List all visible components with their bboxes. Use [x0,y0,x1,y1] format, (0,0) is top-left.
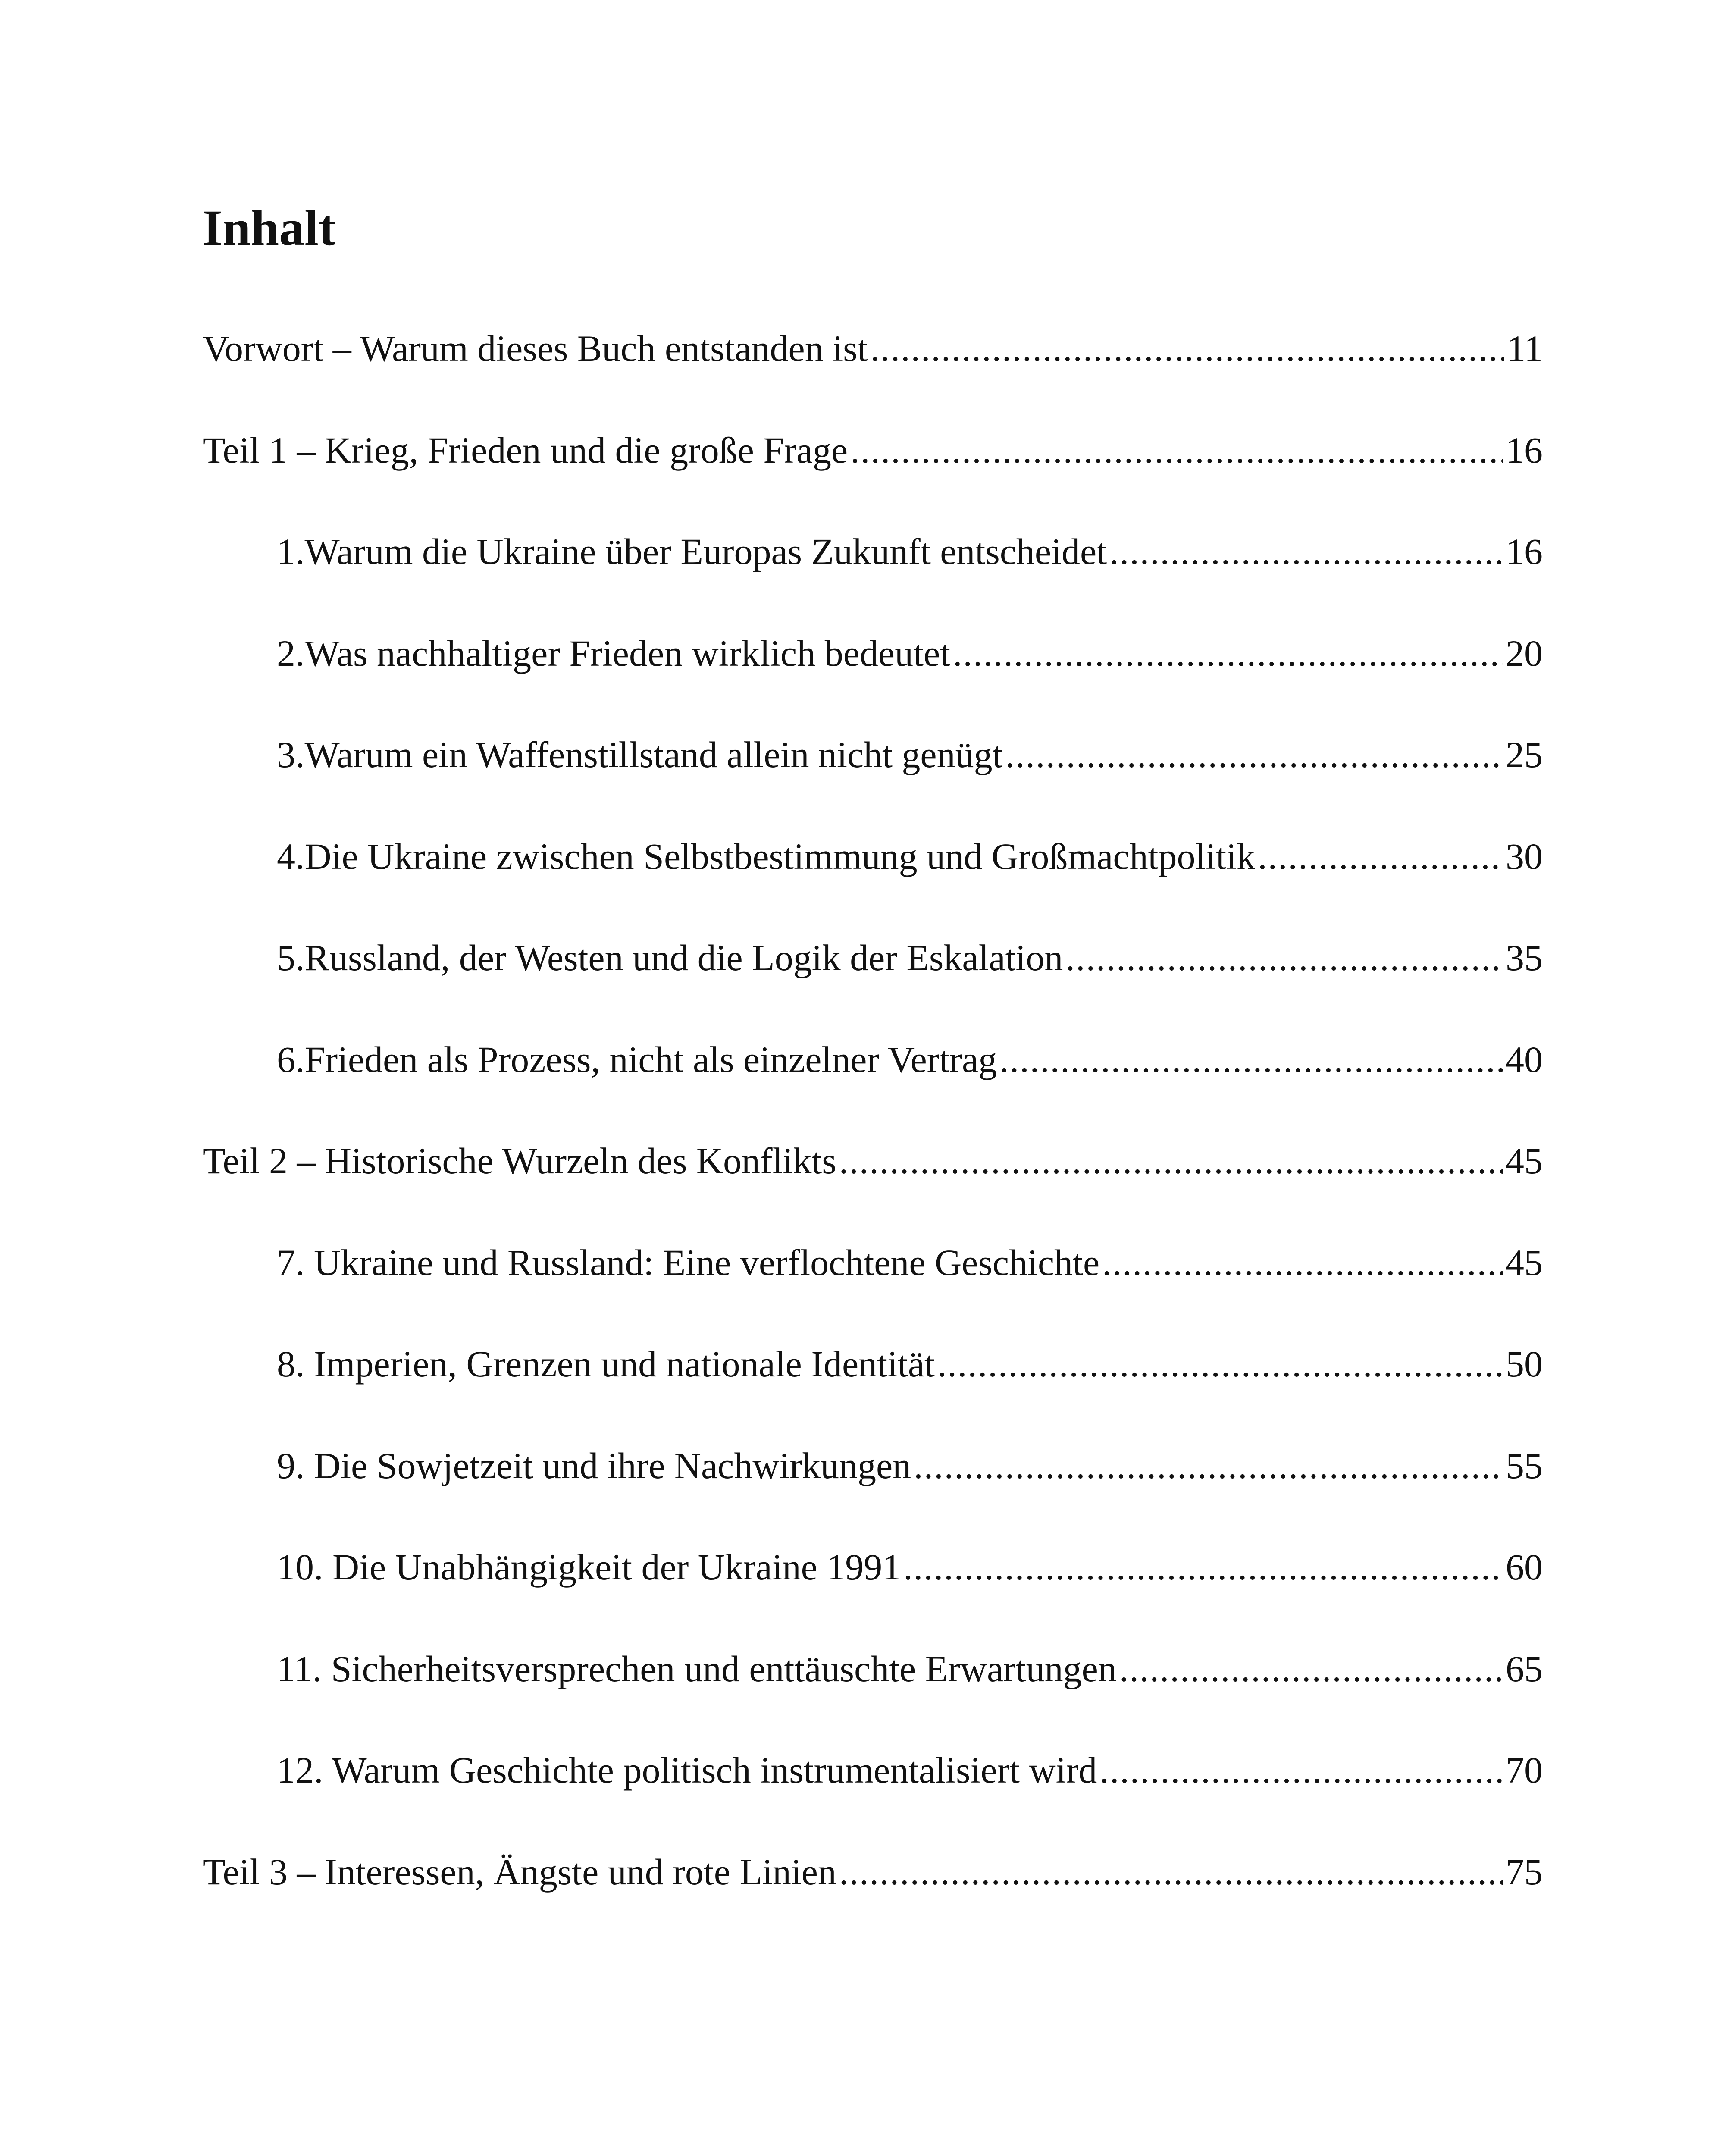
toc-entry-title: Teil 2 – Historische Wurzeln des Konflikts [203,1142,836,1181]
toc-leader-dots [1109,533,1503,570]
toc-page-number: 50 [1506,1345,1543,1385]
toc-entry-title: 9. Die Sowjetzeit und ihre Nachwirkungen [277,1447,911,1486]
toc-entry-chapter-5 [203,939,1543,1041]
toc-entry-title: 7. Ukraine und Russland: Eine verflochtene Geschichte [277,1244,1100,1283]
toc-entry-title: 6.Frieden als Prozess, nicht als einzelner Vertrag [277,1040,997,1080]
toc-entry-title: Teil 1 – Krieg, Frieden und die große Frage [203,431,848,471]
toc-leader-dots [914,1447,1503,1484]
toc-entry-part-3 [203,1853,1543,1955]
toc-entry-chapter-11 [203,1650,1543,1752]
toc-page-number: 40 [1506,1040,1543,1080]
toc-entry-chapter-12 [203,1752,1543,1853]
toc-leader-dots [870,330,1504,367]
toc-leader-dots [850,432,1503,469]
toc-entry-title: 2.Was nachhaltiger Frieden wirklich bedeutet [277,634,951,674]
toc-leader-dots [953,635,1503,672]
toc-page-number: 55 [1506,1447,1543,1486]
toc-page-number: 70 [1506,1752,1543,1791]
toc-leader-dots [1099,1752,1503,1789]
toc-entry-chapter-4 [203,838,1543,940]
toc-entry-title: 3.Warum ein Waffenstillstand allein nicht genügt [277,736,1003,775]
toc-leader-dots [1119,1650,1503,1687]
toc-page-number: 65 [1506,1650,1543,1689]
toc-page-number: 25 [1506,736,1543,775]
table-of-contents [203,330,1543,1955]
toc-entry-title: 4.Die Ukraine zwischen Selbstbestimmung und Großmachtpolitik [277,837,1256,877]
toc-leader-dots [999,1041,1503,1078]
toc-leader-dots [1005,736,1503,773]
page-title: Inhalt [203,200,336,256]
toc-entry-title: 5.Russland, der Westen und die Logik der Eskalation [277,939,1063,978]
toc-leader-dots [1102,1244,1503,1281]
toc-leader-dots [1065,939,1503,976]
toc-entry-part-2 [203,1142,1543,1244]
toc-entry-title: Teil 3 – Interessen, Ängste und rote Linien [203,1853,836,1893]
toc-entry-chapter-7 [203,1244,1543,1346]
toc-page-number: 60 [1506,1548,1543,1588]
toc-page-number: 16 [1506,431,1543,471]
toc-page-number: 75 [1506,1853,1543,1893]
toc-leader-dots [1258,838,1503,875]
toc-entry-title: Vorwort – Warum dieses Buch entstanden ist [203,330,868,369]
toc-entry-chapter-6 [203,1041,1543,1143]
toc-entry-chapter-2 [203,635,1543,736]
toc-page-number: 35 [1506,939,1543,978]
toc-page-number: 20 [1506,634,1543,674]
toc-entry-chapter-1 [203,533,1543,635]
toc-entry-chapter-9 [203,1447,1543,1549]
toc-entry-chapter-10 [203,1548,1543,1650]
toc-leader-dots [937,1345,1503,1382]
toc-entry-title: 11. Sicherheitsversprechen und enttäuschte Erwartungen [277,1650,1117,1689]
toc-entry-title: 8. Imperien, Grenzen und nationale Identität [277,1345,935,1385]
toc-page-number: 30 [1506,837,1543,877]
toc-entry-chapter-8 [203,1345,1543,1447]
toc-entry-title: 1.Warum die Ukraine über Europas Zukunft entscheidet [277,533,1107,572]
toc-leader-dots [903,1548,1503,1586]
toc-page-number: 16 [1506,533,1543,572]
toc-entry-title: 12. Warum Geschichte politisch instrumentalisiert wird [277,1752,1097,1791]
toc-page-number: 45 [1506,1142,1543,1181]
toc-entry-chapter-3 [203,736,1543,838]
toc-entry-part-1 [203,432,1543,533]
toc-leader-dots [839,1853,1503,1890]
toc-page-number: 11 [1507,330,1543,369]
toc-entry-foreword [203,330,1543,432]
toc-leader-dots [839,1142,1503,1179]
toc-entry-title: 10. Die Unabhängigkeit der Ukraine 1991 [277,1548,901,1588]
toc-page-number: 45 [1506,1244,1543,1283]
